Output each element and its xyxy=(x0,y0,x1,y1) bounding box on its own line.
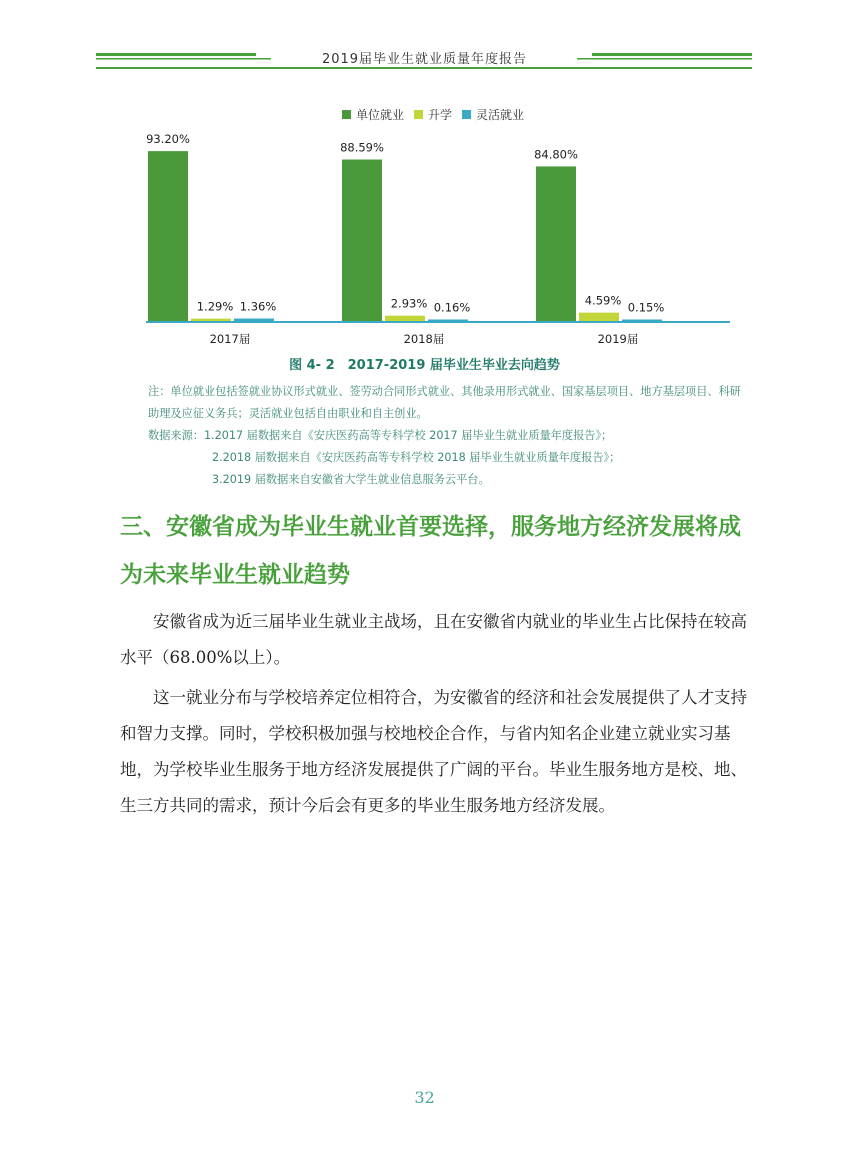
data-label-2-1: 4.59% xyxy=(584,293,622,308)
data-label-1-0: 88.59% xyxy=(340,140,384,155)
bar-2-2 xyxy=(622,320,662,322)
chart-note: 注：单位就业包括签就业协议形式就业、签劳动合同形式就业、其他录用形式就业、国家基层项目、地方基层项目、科研助理及应征义务兵；灵活就业包括自由职业和自主创业。 xyxy=(148,385,741,420)
data-label-2-0: 84.80% xyxy=(534,147,578,162)
bar-2-1 xyxy=(579,313,619,321)
legend-swatch-2 xyxy=(462,110,471,119)
bar-0-2 xyxy=(234,319,274,321)
bar-1-0 xyxy=(342,160,382,321)
data-label-0-1: 1.29% xyxy=(196,299,234,314)
category-label-1: 2018届 xyxy=(403,332,445,346)
section-heading: 三、安徽省成为毕业生就业首要选择，服务地方经济发展将成为未来毕业生就业趋势 xyxy=(120,514,741,588)
data-label-1-2: 0.16% xyxy=(433,300,471,315)
legend-label-0: 单位就业 xyxy=(356,108,405,122)
bar-0-1 xyxy=(191,319,231,321)
bar-0-0 xyxy=(148,151,188,321)
data-source-3: 3.2019 届数据来自安徽省大学生就业信息服务云平台。 xyxy=(212,473,490,486)
legend-swatch-1 xyxy=(414,110,423,119)
data-label-2-2: 0.15% xyxy=(627,300,665,315)
category-label-2: 2019届 xyxy=(597,332,639,346)
bar-chart xyxy=(130,100,750,350)
page-number: 32 xyxy=(414,1088,435,1107)
legend-label-2: 灵活就业 xyxy=(476,108,525,122)
category-label-0: 2017届 xyxy=(209,332,251,346)
paragraph-2: 这一就业分布与学校培养定位相符合，为安徽省的经济和社会发展提供了人才支持和智力支撑。同时，学校积极加强与校地校企合作，与省内知名企业建立就业实习基地，为学校毕业生服务于地方经济发展提供了广阔的平台。毕业生服务地方是校、地、生三方共同的需求，预计今后会有更多的毕业生服务地方经济发展。 xyxy=(120,688,747,815)
data-label-0-2: 1.36% xyxy=(239,299,277,314)
legend-swatch-0 xyxy=(342,110,351,119)
data-label-1-1: 2.93% xyxy=(390,296,428,311)
data-label-0-0: 93.20% xyxy=(146,132,190,147)
bar-1-1 xyxy=(385,316,425,321)
bar-2-0 xyxy=(536,166,576,321)
figure-caption: 图 4- 2 2017-2019 届毕业生毕业去向趋势 xyxy=(289,358,560,373)
header-title: 2019届毕业生就业质量年度报告 xyxy=(321,52,528,67)
bar-1-2 xyxy=(428,320,468,322)
data-source-1: 数据来源：1.2017 届数据来自《安庆医药高等专科学校 2017 届毕业生就业质量年度报告》； xyxy=(148,429,613,442)
legend-label-1: 升学 xyxy=(428,108,453,122)
data-source-2: 2.2018 届数据来自《安庆医药高等专科学校 2018 届毕业生就业质量年度报告》； xyxy=(212,451,621,464)
paragraph-1: 安徽省成为近三届毕业生就业主战场，且在安徽省内就业的毕业生占比保持在较高水平（68.00%以上）。 xyxy=(120,612,747,667)
